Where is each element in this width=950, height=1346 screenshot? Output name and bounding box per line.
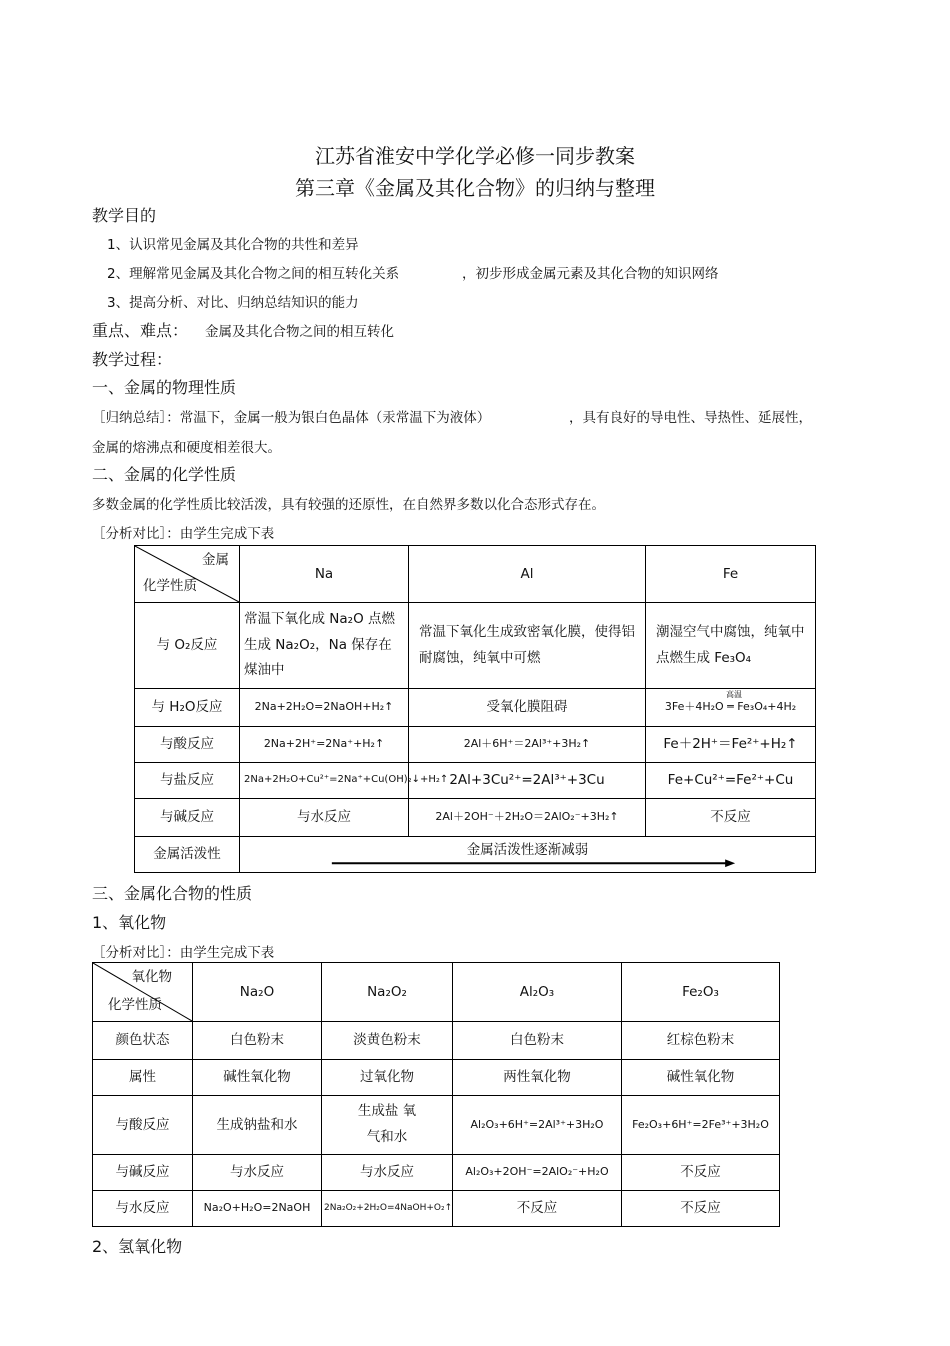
oxide-properties-table xyxy=(92,962,780,1227)
cell: 生成盐 氧气和水 xyxy=(322,1096,453,1155)
cell: 白色粉末 xyxy=(193,1022,322,1060)
table-row xyxy=(93,1155,780,1191)
cell: 红棕色粉末 xyxy=(622,1022,780,1060)
cell-al: 受氧化膜阻碍 xyxy=(409,689,646,727)
cell-na: 常温下氧化成 Na₂O 点燃生成 Na₂O₂，Na 保存在煤油中 xyxy=(240,603,409,689)
corner-bottom-label: 化学性质 xyxy=(143,577,197,594)
col-header-al2o3: Al₂O₃ xyxy=(453,963,622,1022)
row-label: 与酸反应 xyxy=(93,1096,193,1155)
section-2-analysis: ［分析对比］：由学生完成下表 xyxy=(92,526,275,542)
col-header-na2o: Na₂O xyxy=(193,963,322,1022)
cell: Al₂O₃+2OH⁻=2AlO₂⁻+H₂O xyxy=(453,1155,622,1191)
col-header-fe: Fe xyxy=(646,546,816,603)
metal-properties-table xyxy=(134,545,816,873)
goals-heading: 教学目的 xyxy=(92,206,157,225)
col-header-fe2o3: Fe₂O₃ xyxy=(622,963,780,1022)
table-row xyxy=(135,603,816,689)
table-row xyxy=(93,1096,780,1155)
row-label: 与水反应 xyxy=(93,1191,193,1227)
row-label: 属性 xyxy=(93,1060,193,1096)
cell: 与水反应 xyxy=(193,1155,322,1191)
table-row xyxy=(93,1191,780,1227)
table-header-row xyxy=(135,546,816,603)
table-row xyxy=(135,763,816,799)
doc-title: 江苏省淮安中学化学必修一同步教案 xyxy=(315,144,635,168)
cell: Na₂O+H₂O=2NaOH xyxy=(193,1191,322,1227)
goal-item-2a: 2、理解常见金属及其化合物之间的相互转化关系 xyxy=(107,266,400,282)
condition-label: 高温 xyxy=(726,690,742,699)
table-row xyxy=(135,799,816,837)
cell: 2Na₂O₂+2H₂O=4NaOH+O₂↑ xyxy=(322,1191,453,1227)
cell-fe: Fe+Cu²⁺=Fe²⁺+Cu xyxy=(646,763,816,799)
doc-subtitle: 第三章《金属及其化合物》的归纳与整理 xyxy=(295,176,655,200)
cell-al: 2Al＋6H⁺＝2Al³⁺+3H₂↑ xyxy=(409,727,646,763)
section-1-summary-2: 金属的熔沸点和硬度相差很大。 xyxy=(92,440,281,456)
cell-na: 2Na+2H₂O+Cu²⁺=2Na⁺+Cu(OH)₂↓+H₂↑ xyxy=(240,763,409,799)
table-row xyxy=(135,837,816,873)
cell-fe: 潮湿空气中腐蚀，纯氧中点燃生成 Fe₃O₄ xyxy=(646,603,816,689)
cell-al: 常温下氧化生成致密氧化膜，使得铝耐腐蚀，纯氧中可燃 xyxy=(409,603,646,689)
cell-fe: Fe＋2H⁺＝Fe²⁺+H₂↑ xyxy=(646,727,816,763)
section-3-sub-1: 1、氧化物 xyxy=(92,913,167,932)
cell-al: 2Al+3Cu²⁺=2Al³⁺+3Cu xyxy=(409,763,646,799)
section-2-intro: 多数金属的化学性质比较活泼，具有较强的还原性，在自然界多数以化合态形式存在。 xyxy=(92,497,605,513)
table-header-row xyxy=(93,963,780,1022)
cell: 碱性氧化物 xyxy=(193,1060,322,1096)
cell-fe-text: 3Fe＋4H₂O ═ Fe₃O₄+4H₂ xyxy=(664,700,797,714)
cell: 与水反应 xyxy=(322,1155,453,1191)
cell: 两性氧化物 xyxy=(453,1060,622,1096)
section-2-title: 二、金属的化学性质 xyxy=(92,465,237,484)
section-3-analysis: ［分析对比］：由学生完成下表 xyxy=(92,945,275,961)
table-row xyxy=(93,1060,780,1096)
cell: 白色粉末 xyxy=(453,1022,622,1060)
cell: 不反应 xyxy=(622,1191,780,1227)
activity-text: 金属活泼性逐渐减弱 xyxy=(466,842,589,859)
goal-item-1: 1、认识常见金属及其化合物的共性和差异 xyxy=(107,237,359,253)
table-row xyxy=(135,689,816,727)
cell: 淡黄色粉末 xyxy=(322,1022,453,1060)
cell: Al₂O₃+6H⁺=2Al³⁺+3H₂O xyxy=(453,1096,622,1155)
table-corner-cell xyxy=(93,963,193,1022)
process-heading: 教学过程： xyxy=(92,350,173,369)
col-header-al: Al xyxy=(409,546,646,603)
corner-top-label: 金属 xyxy=(202,552,229,568)
cell-al: 2Al＋2OH⁻＋2H₂O＝2AlO₂⁻+3H₂↑ xyxy=(409,799,646,837)
key-label: 重点、难点： xyxy=(92,321,189,340)
section-1-summary-a: ［归纳总结］：常温下，金属一般为银白色晶体（汞常温下为液体） xyxy=(92,410,491,426)
key-text: 金属及其化合物之间的相互转化 xyxy=(205,324,394,340)
row-label: 与碱反应 xyxy=(135,799,240,837)
goal-item-2b: ，初步形成金属元素及其化合物的知识网络 xyxy=(462,266,719,282)
section-3-sub-2: 2、氢氧化物 xyxy=(92,1237,183,1256)
cell-na: 2Na+2H⁺=2Na⁺+H₂↑ xyxy=(240,727,409,763)
cell: 过氧化物 xyxy=(322,1060,453,1096)
activity-arrow-cell xyxy=(240,837,816,873)
cell: 碱性氧化物 xyxy=(622,1060,780,1096)
section-1-summary-b: ，具有良好的导电性、导热性、延展性， xyxy=(569,410,812,426)
corner-top-label: 氧化物 xyxy=(131,969,172,985)
row-label: 与酸反应 xyxy=(135,727,240,763)
corner-bottom-label: 化学性质 xyxy=(108,996,162,1013)
cell: 生成钠盐和水 xyxy=(193,1096,322,1155)
goal-item-3: 3、提高分析、对比、归纳总结知识的能力 xyxy=(107,295,359,311)
row-label: 金属活泼性 xyxy=(135,837,240,873)
col-header-na2o2: Na₂O₂ xyxy=(322,963,453,1022)
col-header-na: Na xyxy=(240,546,409,603)
row-label: 与 H₂O反应 xyxy=(135,689,240,727)
table-row xyxy=(93,1022,780,1060)
row-label: 与盐反应 xyxy=(135,763,240,799)
row-label: 与 O₂反应 xyxy=(135,603,240,689)
section-1-title: 一、金属的物理性质 xyxy=(92,378,237,397)
section-3-title: 三、金属化合物的性质 xyxy=(92,884,253,903)
cell: 不反应 xyxy=(622,1155,780,1191)
row-label: 与碱反应 xyxy=(93,1155,193,1191)
cell-na: 与水反应 xyxy=(240,799,409,837)
table-corner-cell xyxy=(135,546,240,603)
cell: 不反应 xyxy=(453,1191,622,1227)
cell-fe xyxy=(646,689,816,727)
cell-fe: 不反应 xyxy=(646,799,816,837)
cell: Fe₂O₃+6H⁺=2Fe³⁺+3H₂O xyxy=(622,1096,780,1155)
cell-na: 2Na+2H₂O=2NaOH+H₂↑ xyxy=(240,689,409,727)
table-row xyxy=(135,727,816,763)
row-label: 颜色状态 xyxy=(93,1022,193,1060)
